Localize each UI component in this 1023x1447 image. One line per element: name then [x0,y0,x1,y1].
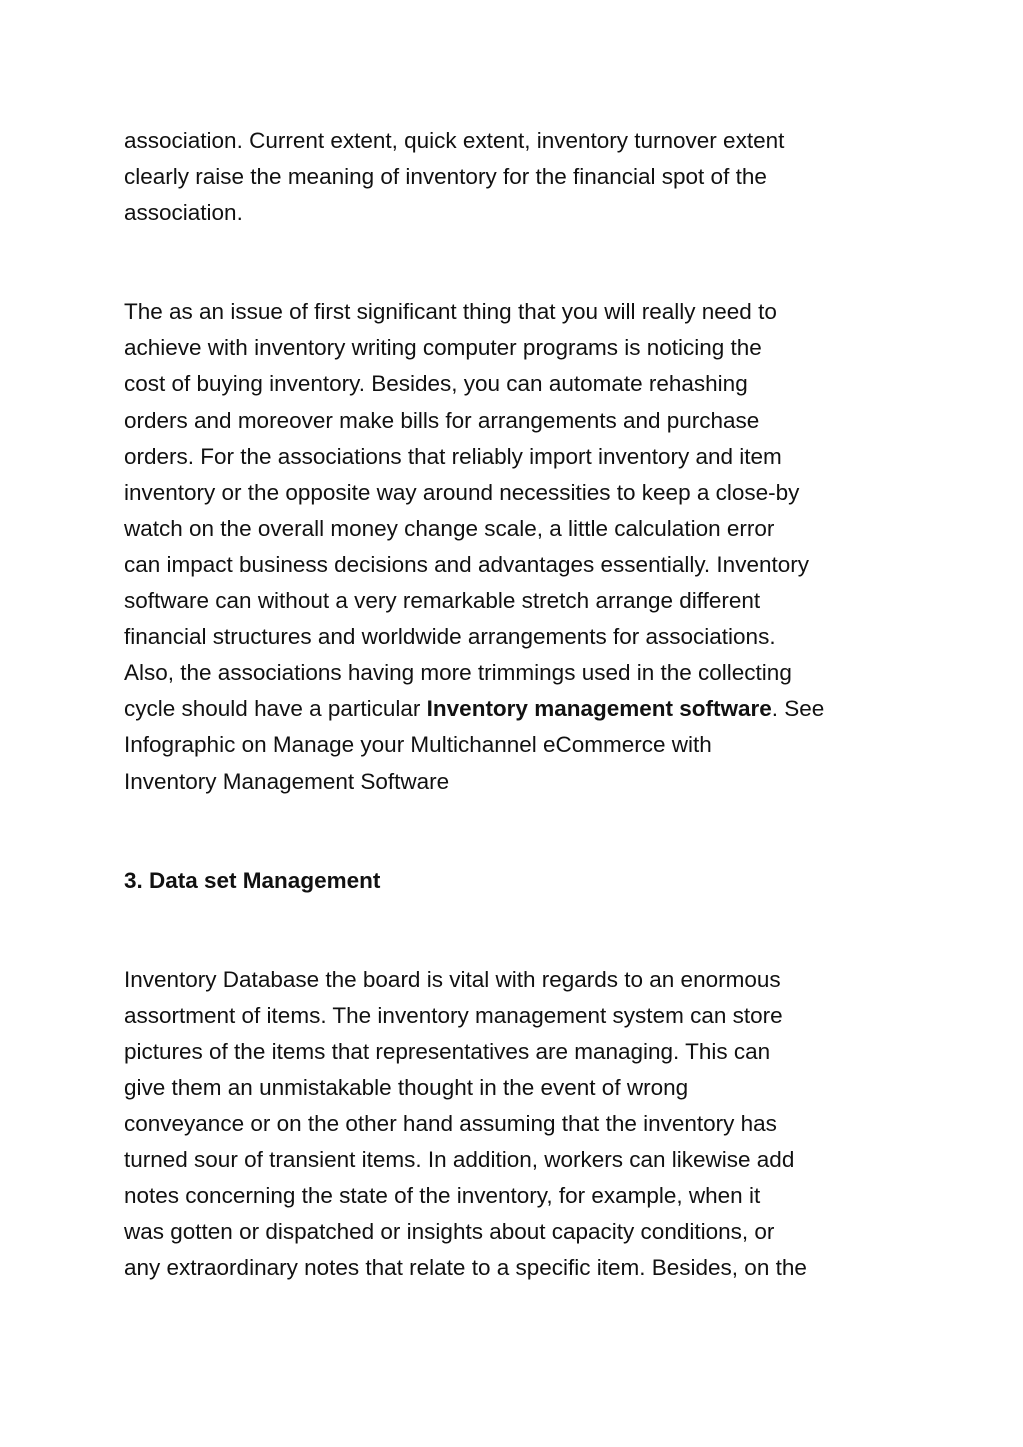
text-line: Also, the associations having more trimmings used in the collecting [124,660,792,686]
document-body [124,123,914,1287]
text-line: turned sour of transient items. In addition, workers can likewise add [124,1147,795,1173]
text-line: orders and moreover make bills for arrangements and purchase [124,407,760,433]
section-heading [124,863,914,899]
text-line: conveyance or on the other hand assuming that the inventory has [124,1111,777,1137]
text-line-with-bold [124,691,914,727]
heading-text: 3. Data set Management [124,867,381,893]
text-line: notes concerning the state of the inventory, for example, when it [124,1183,761,1209]
text-segment: . See [771,696,825,722]
text-line: any extraordinary notes that relate to a specific item. Besides, on the [124,1255,807,1281]
text-line: inventory or the opposite way around necessities to keep a close-by [124,479,800,505]
text-line: was gotten or dispatched or insights about capacity conditions, or [124,1219,775,1245]
text-line: watch on the overall money change scale, a little calculation error [124,515,775,541]
text-line: assortment of items. The inventory management system can store [124,1002,783,1028]
text-line: give them an unmistakable thought in the event of wrong [124,1074,689,1100]
text-line: achieve with inventory writing computer programs is noticing the [124,335,762,361]
text-line: Inventory Management Software [124,768,450,794]
text-line: can impact business decisions and advantages essentially. Inventory [124,551,809,577]
text-line: software can without a very remarkable stretch arrange different [124,588,761,614]
text-line: orders. For the associations that reliably import inventory and item [124,443,782,469]
paragraph-2 [124,294,914,799]
text-line: clearly raise the meaning of inventory for the financial spot of the [124,164,767,190]
text-line: Inventory Database the board is vital with regards to an enormous [124,966,781,992]
text-line: cost of buying inventory. Besides, you can automate rehashing [124,371,748,397]
text-line: association. [124,200,243,226]
text-segment: cycle should have a particular [124,696,427,722]
bold-keyword: Inventory management software [426,696,772,722]
text-line: pictures of the items that representatives are managing. This can [124,1038,771,1064]
text-line: Infographic on Manage your Multichannel eCommerce with [124,732,712,758]
paragraph-1 [124,123,914,231]
text-line: The as an issue of first significant thing that you will really need to [124,299,777,325]
text-line: financial structures and worldwide arrangements for associations. [124,624,776,650]
text-line: association. Current extent, quick extent, inventory turnover extent [124,128,785,153]
paragraph-3 [124,962,914,1287]
